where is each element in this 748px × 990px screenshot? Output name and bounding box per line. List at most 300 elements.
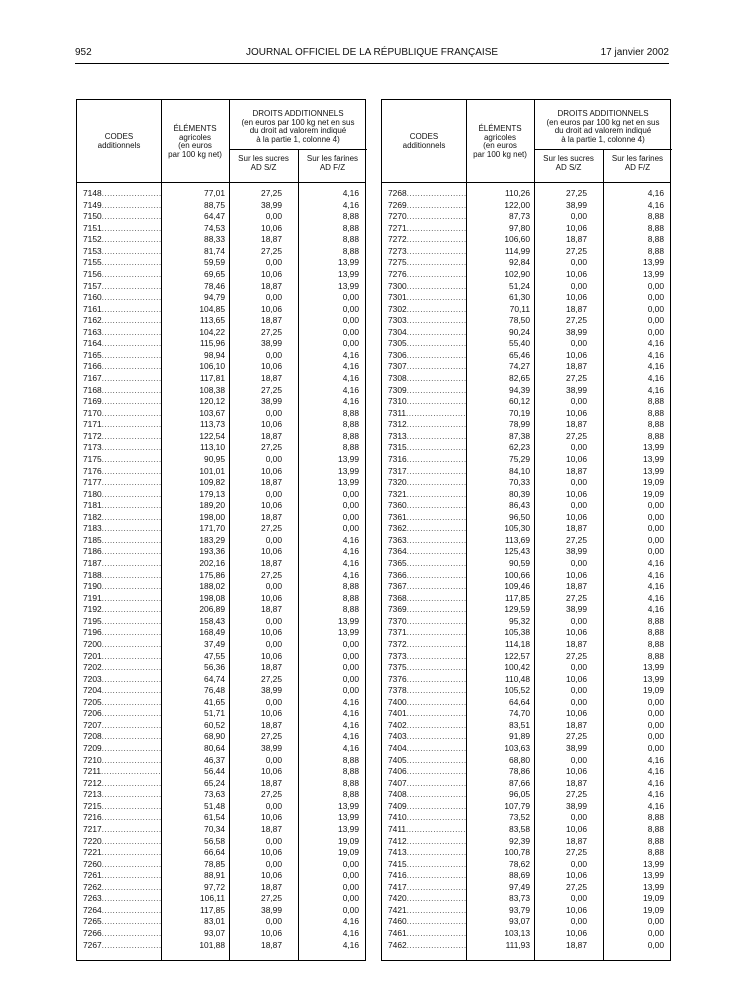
code-cell: 7421 ..... xyxy=(388,905,466,917)
code-cell: 7305 ..... xyxy=(388,338,466,350)
farines-cell: 4,16 xyxy=(342,558,359,568)
elements-cell: 100,66 xyxy=(504,569,530,580)
sucres-cell: 10,06 xyxy=(566,823,587,834)
code-cell: 7151 ..... xyxy=(83,223,161,235)
code-cell: 7366 ..... xyxy=(388,570,466,582)
sucres-cell: 38,99 xyxy=(566,604,587,615)
code-cell: 7181 ..... xyxy=(83,500,161,512)
elements-cell: 73,52 xyxy=(509,812,530,823)
farines-cell: 4,16 xyxy=(342,546,359,557)
table-row xyxy=(382,604,670,616)
table-row xyxy=(382,755,670,767)
code-cell: 7401 ..... xyxy=(388,708,466,720)
farines-cell: 13,99 xyxy=(338,465,359,476)
table-row xyxy=(382,512,670,524)
elements-cell: 65,46 xyxy=(509,349,530,360)
table-row xyxy=(77,651,365,663)
farines-cell: 8,88 xyxy=(647,245,664,256)
table-row xyxy=(382,466,670,478)
farines-cell: 8,88 xyxy=(647,234,664,245)
elements-cell: 86,43 xyxy=(509,500,530,511)
table-row xyxy=(77,419,365,431)
elements-cell: 78,46 xyxy=(204,280,225,291)
elements-cell: 78,85 xyxy=(204,858,225,869)
elements-cell: 95,32 xyxy=(509,615,530,626)
sucres-cell: 18,87 xyxy=(566,303,587,314)
sucres-cell: 27,25 xyxy=(566,245,587,256)
table-row xyxy=(382,824,670,836)
farines-cell: 0,00 xyxy=(647,315,664,326)
elements-cell: 193,36 xyxy=(199,546,225,557)
farines-cell: 8,88 xyxy=(647,638,664,649)
farines-cell: 8,88 xyxy=(342,581,359,592)
sucres-cell: 18,87 xyxy=(261,280,282,291)
sucres-cell: 18,87 xyxy=(261,719,282,730)
farines-cell: 8,88 xyxy=(647,222,664,233)
code-cell: 7190 ..... xyxy=(83,581,161,593)
farines-cell: 8,88 xyxy=(342,592,359,603)
code-cell: 7373 ..... xyxy=(388,651,466,663)
farines-cell: 4,16 xyxy=(342,373,359,383)
elements-cell: 60,52 xyxy=(204,719,225,730)
elements-cell: 125,43 xyxy=(504,546,530,557)
code-cell: 7192 ..... xyxy=(83,604,161,616)
elements-cell: 106,11 xyxy=(200,893,225,904)
sucres-cell: 10,06 xyxy=(261,546,282,557)
sucres-cell: 18,87 xyxy=(261,373,282,383)
code-cell: 7369 ..... xyxy=(388,604,466,616)
sucres-cell: 18,87 xyxy=(261,430,282,441)
code-cell: 7313 ..... xyxy=(388,431,466,443)
elements-cell: 88,69 xyxy=(509,870,530,881)
elements-cell: 104,22 xyxy=(199,326,225,337)
sucres-cell: 10,06 xyxy=(261,812,282,823)
farines-cell: 13,99 xyxy=(643,268,664,279)
elements-cell: 73,63 xyxy=(204,789,225,800)
sucres-cell: 0,00 xyxy=(570,280,587,291)
code-cell: 7415 ..... xyxy=(388,859,466,871)
elements-cell: 101,88 xyxy=(199,939,225,950)
elements-cell: 175,86 xyxy=(199,569,225,580)
table-row xyxy=(382,396,670,408)
farines-cell: 8,88 xyxy=(342,245,359,256)
sucres-cell: 27,25 xyxy=(261,523,282,534)
sucres-cell: 10,06 xyxy=(566,569,587,580)
sucres-cell: 10,06 xyxy=(566,870,587,881)
farines-cell: 13,99 xyxy=(643,870,664,881)
sucres-cell: 38,99 xyxy=(261,199,282,210)
farines-cell: 0,00 xyxy=(342,870,359,881)
elements-cell: 113,69 xyxy=(505,534,530,545)
table-row xyxy=(382,662,670,674)
sucres-cell: 10,06 xyxy=(261,303,282,314)
elements-cell: 96,05 xyxy=(509,789,530,800)
elements-cell: 93,79 xyxy=(509,904,530,915)
table-row xyxy=(77,674,365,686)
table-row xyxy=(382,200,670,212)
table-row xyxy=(382,928,670,940)
table-row xyxy=(382,697,670,709)
code-cell: 7157 ..... xyxy=(83,281,161,293)
farines-cell: 8,88 xyxy=(647,847,664,858)
sucres-cell: 0,00 xyxy=(265,858,282,869)
table-row xyxy=(382,720,670,732)
sucres-cell: 27,25 xyxy=(566,188,587,198)
elements-cell: 90,95 xyxy=(204,453,225,464)
farines-cell: 0,00 xyxy=(342,904,359,915)
code-cell: 7307 ..... xyxy=(388,361,466,373)
farines-cell: 19,09 xyxy=(643,685,664,696)
farines-cell: 0,00 xyxy=(647,719,664,730)
elements-cell: 103,63 xyxy=(504,743,530,753)
farines-cell: 8,88 xyxy=(647,627,664,638)
table-row xyxy=(77,766,365,778)
elements-cell: 91,89 xyxy=(509,731,530,742)
elements-cell: 74,27 xyxy=(509,361,530,372)
elements-cell: 117,81 xyxy=(200,373,225,383)
elements-cell: 90,59 xyxy=(509,558,530,568)
sucres-cell: 0,00 xyxy=(265,407,282,418)
farines-cell: 0,00 xyxy=(342,673,359,684)
elements-cell: 90,24 xyxy=(509,326,530,337)
code-cell: 7185 ..... xyxy=(83,535,161,547)
elements-cell: 206,89 xyxy=(199,604,225,615)
farines-cell: 4,16 xyxy=(647,766,664,777)
code-cell: 7149 ..... xyxy=(83,200,161,212)
sucres-cell: 10,06 xyxy=(566,904,587,915)
sucres-cell: 38,99 xyxy=(261,396,282,407)
farines-cell: 0,00 xyxy=(647,511,664,522)
sucres-cell: 0,00 xyxy=(570,558,587,568)
elements-cell: 109,46 xyxy=(504,581,530,592)
sucres-cell: 27,25 xyxy=(566,847,587,858)
farines-cell: 0,00 xyxy=(647,280,664,291)
table-right xyxy=(381,99,671,961)
header-elements: ÉLÉMENTS agricoles (en euros par 100 kg net) xyxy=(168,124,222,159)
farines-cell: 8,88 xyxy=(342,430,359,441)
farines-cell: 4,16 xyxy=(647,373,664,383)
table-row xyxy=(77,535,365,547)
elements-cell: 103,67 xyxy=(199,407,225,418)
farines-cell: 4,16 xyxy=(647,581,664,592)
table-body xyxy=(382,188,670,951)
table-row xyxy=(77,234,365,246)
table-row xyxy=(77,743,365,755)
elements-cell: 198,00 xyxy=(199,511,225,522)
code-cell: 7375 ..... xyxy=(388,662,466,674)
sucres-cell: 38,99 xyxy=(261,904,282,915)
sucres-cell: 18,87 xyxy=(261,823,282,834)
code-cell: 7177 ..... xyxy=(83,477,161,489)
sucres-cell: 0,00 xyxy=(570,893,587,904)
elements-cell: 198,08 xyxy=(199,592,225,603)
farines-cell: 13,99 xyxy=(338,477,359,488)
sucres-cell: 10,06 xyxy=(261,419,282,430)
table-row xyxy=(77,292,365,304)
farines-cell: 19,09 xyxy=(643,488,664,499)
elements-cell: 83,01 xyxy=(204,916,225,927)
header-codes: CODES additionnels xyxy=(402,132,446,150)
farines-cell: 0,00 xyxy=(342,511,359,522)
code-cell: 7312 ..... xyxy=(388,419,466,431)
farines-cell: 4,16 xyxy=(647,384,664,395)
code-cell: 7191 ..... xyxy=(83,593,161,605)
elements-cell: 96,50 xyxy=(509,511,530,522)
code-cell: 7161 ..... xyxy=(83,304,161,316)
farines-cell: 13,99 xyxy=(643,453,664,464)
elements-cell: 64,64 xyxy=(509,696,530,707)
elements-cell: 97,80 xyxy=(509,222,530,233)
code-cell: 7209 ..... xyxy=(83,743,161,755)
code-cell: 7275 ..... xyxy=(388,257,466,269)
elements-cell: 113,65 xyxy=(200,315,225,326)
farines-cell: 8,88 xyxy=(342,766,359,777)
table-row xyxy=(382,812,670,824)
sucres-cell: 10,06 xyxy=(261,268,282,279)
table-row xyxy=(77,385,365,397)
table-row xyxy=(382,778,670,790)
farines-cell: 8,88 xyxy=(647,823,664,834)
farines-cell: 8,88 xyxy=(342,222,359,233)
code-cell: 7371 ..... xyxy=(388,627,466,639)
table-row xyxy=(77,824,365,836)
sucres-cell: 27,25 xyxy=(566,315,587,326)
table-row xyxy=(77,639,365,651)
sucres-cell: 38,99 xyxy=(261,743,282,753)
elements-cell: 188,02 xyxy=(199,581,225,592)
farines-cell: 4,16 xyxy=(342,743,359,753)
farines-cell: 0,00 xyxy=(647,743,664,753)
sucres-cell: 0,00 xyxy=(265,453,282,464)
farines-cell: 4,16 xyxy=(647,569,664,580)
table-row xyxy=(382,338,670,350)
code-cell: 7203 ..... xyxy=(83,674,161,686)
table-row xyxy=(382,408,670,420)
table-row xyxy=(382,558,670,570)
code-cell: 7206 ..... xyxy=(83,708,161,720)
sucres-cell: 10,06 xyxy=(261,592,282,603)
farines-cell: 4,16 xyxy=(342,349,359,360)
sucres-cell: 18,87 xyxy=(261,604,282,615)
code-cell: 7213 ..... xyxy=(83,789,161,801)
farines-cell: 13,99 xyxy=(643,257,664,268)
farines-cell: 0,00 xyxy=(342,650,359,661)
code-cell: 7411 ..... xyxy=(388,824,466,836)
sucres-cell: 27,25 xyxy=(261,893,282,904)
code-cell: 7175 ..... xyxy=(83,454,161,466)
table-row xyxy=(382,616,670,628)
farines-cell: 8,88 xyxy=(342,777,359,788)
code-cell: 7360 ..... xyxy=(388,500,466,512)
farines-cell: 4,16 xyxy=(647,349,664,360)
elements-cell: 115,96 xyxy=(200,338,225,349)
table-row xyxy=(77,847,365,859)
sucres-cell: 0,00 xyxy=(570,477,587,488)
farines-cell: 8,88 xyxy=(342,419,359,430)
elements-cell: 87,66 xyxy=(509,777,530,788)
code-cell: 7410 ..... xyxy=(388,812,466,824)
farines-cell: 4,16 xyxy=(342,928,359,938)
sucres-cell: 18,87 xyxy=(566,719,587,730)
farines-cell: 8,88 xyxy=(342,442,359,453)
code-cell: 7216 ..... xyxy=(83,812,161,824)
table-row xyxy=(382,801,670,813)
code-cell: 7212 ..... xyxy=(83,778,161,790)
table-row xyxy=(77,546,365,558)
code-cell: 7172 ..... xyxy=(83,431,161,443)
code-cell: 7376 ..... xyxy=(388,674,466,686)
elements-cell: 189,20 xyxy=(199,500,225,511)
code-cell: 7150 ..... xyxy=(83,211,161,223)
table-row xyxy=(382,535,670,547)
page-header xyxy=(75,47,669,61)
table-row xyxy=(382,385,670,397)
farines-cell: 4,16 xyxy=(647,558,664,568)
code-cell: 7173 ..... xyxy=(83,442,161,454)
elements-cell: 84,10 xyxy=(509,465,530,476)
elements-cell: 93,07 xyxy=(509,916,530,927)
sucres-cell: 27,25 xyxy=(261,731,282,742)
code-cell: 7152 ..... xyxy=(83,234,161,246)
farines-cell: 0,00 xyxy=(342,662,359,673)
farines-cell: 4,16 xyxy=(342,939,359,950)
elements-cell: 93,07 xyxy=(204,928,225,938)
code-cell: 7310 ..... xyxy=(388,396,466,408)
farines-cell: 4,16 xyxy=(342,384,359,395)
table-row xyxy=(382,327,670,339)
elements-cell: 64,74 xyxy=(204,673,225,684)
table-row xyxy=(77,211,365,223)
code-cell: 7368 ..... xyxy=(388,593,466,605)
elements-cell: 117,85 xyxy=(505,592,530,603)
elements-cell: 80,39 xyxy=(509,488,530,499)
code-cell: 7264 ..... xyxy=(83,905,161,917)
elements-cell: 179,13 xyxy=(199,488,225,499)
code-cell: 7170 ..... xyxy=(83,408,161,420)
code-cell: 7304 ..... xyxy=(388,327,466,339)
sucres-cell: 18,87 xyxy=(261,511,282,522)
sucres-cell: 18,87 xyxy=(566,777,587,788)
sucres-cell: 27,25 xyxy=(261,188,282,198)
elements-cell: 88,75 xyxy=(204,199,225,210)
header-elements: ÉLÉMENTS agricoles (en euros par 100 kg net) xyxy=(473,124,527,159)
table-row xyxy=(382,593,670,605)
table-row xyxy=(382,789,670,801)
elements-cell: 77,01 xyxy=(204,188,225,198)
table-row xyxy=(77,512,365,524)
table-row xyxy=(382,188,670,200)
table-row xyxy=(382,257,670,269)
elements-cell: 56,44 xyxy=(204,766,225,777)
sucres-cell: 10,06 xyxy=(566,407,587,418)
farines-cell: 13,99 xyxy=(338,257,359,268)
table-row xyxy=(77,350,365,362)
elements-cell: 59,59 xyxy=(204,257,225,268)
code-cell: 7306 ..... xyxy=(388,350,466,362)
table-row xyxy=(382,292,670,304)
table-row xyxy=(382,489,670,501)
table-row xyxy=(382,500,670,512)
farines-cell: 19,09 xyxy=(643,904,664,915)
code-cell: 7417 ..... xyxy=(388,882,466,894)
elements-cell: 61,54 xyxy=(204,812,225,823)
sucres-cell: 10,06 xyxy=(261,870,282,881)
sucres-cell: 0,00 xyxy=(570,916,587,927)
table-row xyxy=(77,627,365,639)
code-cell: 7205 ..... xyxy=(83,697,161,709)
elements-cell: 80,64 xyxy=(204,743,225,753)
table-row xyxy=(77,801,365,813)
code-cell: 7413 ..... xyxy=(388,847,466,859)
elements-cell: 83,73 xyxy=(509,893,530,904)
sucres-cell: 10,06 xyxy=(566,673,587,684)
code-cell: 7420 ..... xyxy=(388,893,466,905)
elements-cell: 106,60 xyxy=(504,234,530,245)
sucres-cell: 0,00 xyxy=(570,442,587,453)
code-cell: 7210 ..... xyxy=(83,755,161,767)
table-row xyxy=(382,731,670,743)
farines-cell: 19,09 xyxy=(338,847,359,858)
sucres-cell: 27,25 xyxy=(261,789,282,800)
elements-cell: 113,10 xyxy=(200,442,225,453)
sucres-cell: 27,25 xyxy=(261,673,282,684)
sucres-cell: 10,06 xyxy=(566,488,587,499)
farines-cell: 0,00 xyxy=(647,731,664,742)
table-row xyxy=(77,708,365,720)
table-row xyxy=(382,211,670,223)
farines-cell: 4,16 xyxy=(342,188,359,198)
elements-cell: 70,11 xyxy=(509,303,530,314)
table-row xyxy=(77,373,365,385)
elements-cell: 94,79 xyxy=(204,292,225,303)
table-header xyxy=(77,100,365,183)
farines-cell: 4,16 xyxy=(342,569,359,580)
elements-cell: 60,12 xyxy=(509,396,530,407)
code-cell: 7272 ..... xyxy=(388,234,466,246)
sucres-cell: 38,99 xyxy=(566,800,587,811)
sucres-cell: 0,00 xyxy=(570,615,587,626)
code-cell: 7270 ..... xyxy=(388,211,466,223)
table-row xyxy=(77,604,365,616)
header-droits: DROITS ADDITIONNELS (en euros par 100 kg net en sus du droit ad valorem indiqué à la partie 1, colonne 4) xyxy=(546,109,660,144)
sucres-cell: 0,00 xyxy=(265,292,282,303)
farines-cell: 13,99 xyxy=(338,280,359,291)
farines-cell: 0,00 xyxy=(647,500,664,511)
table-left xyxy=(76,99,366,961)
elements-cell: 105,52 xyxy=(504,685,530,696)
sucres-cell: 10,06 xyxy=(566,349,587,360)
sucres-cell: 18,87 xyxy=(566,581,587,592)
code-cell: 7321 ..... xyxy=(388,489,466,501)
sucres-cell: 27,25 xyxy=(261,442,282,453)
table-row xyxy=(382,639,670,651)
header-subrule xyxy=(534,149,672,150)
code-cell: 7273 ..... xyxy=(388,246,466,258)
table-row xyxy=(77,893,365,905)
farines-cell: 13,99 xyxy=(338,823,359,834)
header-droits: DROITS ADDITIONNELS (en euros par 100 kg net en sus du droit ad valorem indiqué à la partie 1, colonne 4) xyxy=(241,109,355,144)
code-cell: 7363 ..... xyxy=(388,535,466,547)
elements-cell: 94,39 xyxy=(509,384,530,395)
table-row xyxy=(382,361,670,373)
table-row xyxy=(382,847,670,859)
sucres-cell: 0,00 xyxy=(570,396,587,407)
code-cell: 7309 ..... xyxy=(388,385,466,397)
table-row xyxy=(382,570,670,582)
farines-cell: 4,16 xyxy=(647,789,664,800)
table-row xyxy=(382,223,670,235)
elements-cell: 122,00 xyxy=(504,199,530,210)
